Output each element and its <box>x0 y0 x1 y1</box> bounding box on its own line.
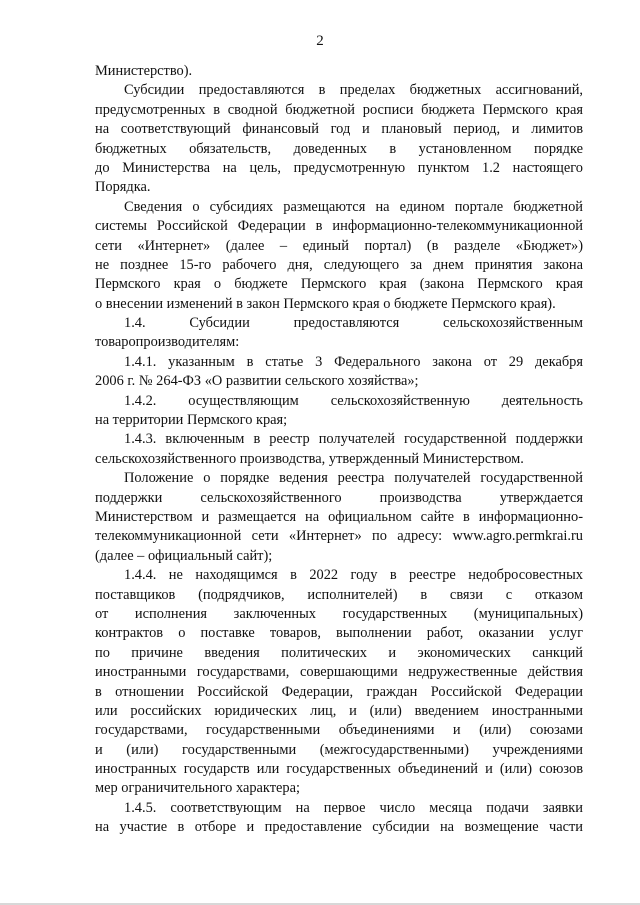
paragraph-continuation <box>95 62 583 81</box>
text-line: предусмотренных в сводной бюджетной росписи бюджета Пермского края <box>95 101 583 118</box>
paragraph-1-4-5 <box>95 799 583 838</box>
text-line: 1.4.2. осуществляющим сельскохозяйственную деятельность <box>124 392 583 409</box>
paragraph-1-4-3 <box>95 430 583 469</box>
text-line: сельскохозяйственного производства, утвержденный Министерством. <box>95 450 524 467</box>
text-line: 1.4.4. не находящимся в 2022 году в реестре недобросовестных <box>124 567 583 584</box>
text-line: иностранными государствами, совершающими недружественные действия <box>95 664 583 681</box>
text-line: системы Российской Федерации в информационно-телекоммуникационной <box>95 218 583 235</box>
text-line: о внесении изменений в закон Пермского края о бюджете Пермского края). <box>95 295 556 312</box>
text-line: сети «Интернет» (далее – единый портал) (в разделе «Бюджет») <box>95 237 583 254</box>
text-line: 1.4.5. соответствующим на первое число месяца подачи заявки <box>124 799 583 816</box>
text-line: не позднее 15-го рабочего дня, следующего за днем принятия закона <box>95 256 583 273</box>
text-line: поддержки сельскохозяйственного производства утверждается <box>95 489 583 506</box>
paragraph-1-4-4 <box>95 566 583 799</box>
text-line: от исполнения заключенных государственных (муниципальных) <box>95 605 583 622</box>
text-line: Положение о порядке ведения реестра получателей государственной <box>124 470 583 487</box>
paragraph-1-4 <box>95 314 583 353</box>
text-line: по причине введения политических и экономических санкций <box>95 644 583 661</box>
text-line: до Министерства на цель, предусмотренную пунктом 1.2 настоящего <box>95 159 583 176</box>
text-line: и (или) государственными (межгосударственными) учреждениями <box>95 741 583 758</box>
text-line: Порядка. <box>95 179 151 196</box>
text-line: 1.4.1. указанным в статье 3 Федерального закона от 29 декабря <box>124 353 583 370</box>
text-line: поставщиков (подрядчиков, исполнителей) в связи с отказом <box>95 586 583 603</box>
text-line: товаропроизводителям: <box>95 334 240 351</box>
text-line: мер ограничительного характера; <box>95 780 300 797</box>
text-line: на участие в отборе и предоставление субсидии на возмещение части <box>95 819 583 836</box>
text-line: 2006 г. № 264-ФЗ «О развитии сельского хозяйства»; <box>95 373 419 390</box>
paragraph-1-4-2 <box>95 392 583 431</box>
paragraph-1-4-1 <box>95 353 583 392</box>
text-line: иностранных государств или государственных объединений и (или) союзов <box>95 761 583 778</box>
text-line: 1.4.3. включенным в реестр получателей государственной поддержки <box>124 431 583 448</box>
text-line: 1.4. Субсидии предоставляются сельскохозяйственным <box>124 315 583 332</box>
text-line: или российских юридических лиц, и (или) введением иностранными <box>95 702 583 719</box>
text-line: телекоммуникационной сети «Интернет» по адресу: www.agro.permkrai.ru <box>95 528 583 545</box>
text-line: Сведения о субсидиях размещаются на едином портале бюджетной <box>124 198 583 215</box>
document-body <box>95 62 583 838</box>
text-line: бюджетных обязательств, доведенных в установленном порядке <box>95 140 583 157</box>
text-line: Пермского края о бюджете Пермского края (закона Пермского края <box>95 276 583 293</box>
paragraph-registry-regulation <box>95 469 583 566</box>
page-number: 2 <box>316 33 324 49</box>
text-line: контрактов о поставке товаров, выполнении работ, оказании услуг <box>95 625 583 642</box>
paragraph-portal-info <box>95 198 583 314</box>
text-line: Субсидии предоставляются в пределах бюджетных ассигнований, <box>124 82 583 99</box>
paragraph-subsidy-limits <box>95 81 583 197</box>
text-line: на соответствующий финансовый год и плановый период, и лимитов <box>95 121 583 138</box>
text-line: на территории Пермского края; <box>95 412 288 429</box>
text-line: государствами, государственными объединениями и (или) союзами <box>95 722 583 739</box>
text-line: Министерством и размещается на официальном сайте в информационно- <box>95 508 583 525</box>
text-line: (далее – официальный сайт); <box>95 547 273 564</box>
text-line: Министерство). <box>95 63 193 79</box>
text-line: в отношении Российской Федерации, граждан Российской Федерации <box>95 683 583 700</box>
